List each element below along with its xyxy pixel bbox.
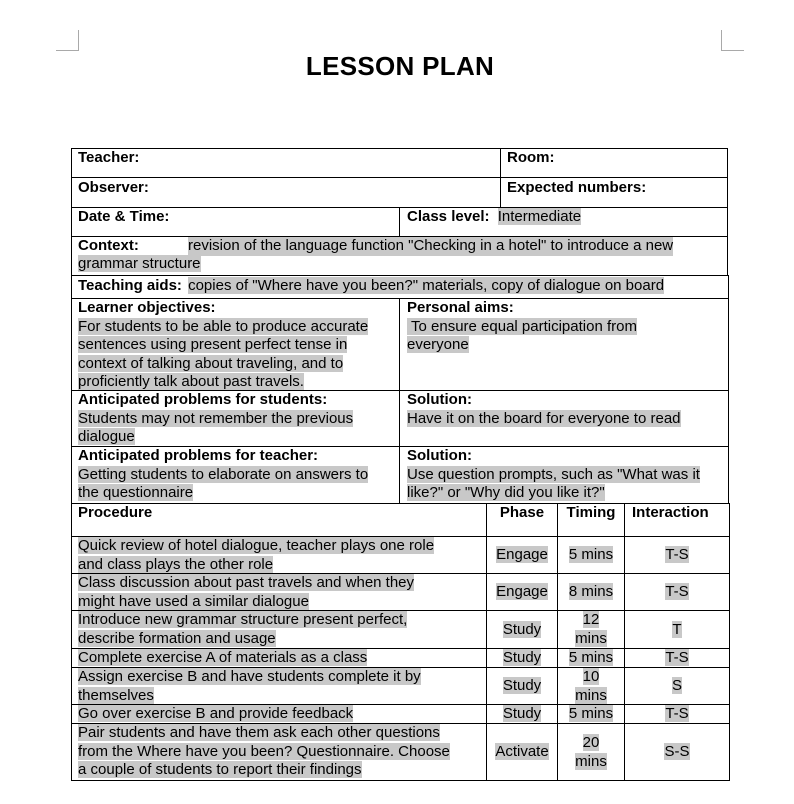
timing-cell[interactable] bbox=[557, 667, 625, 705]
personal-aims-line: everyone bbox=[407, 336, 469, 353]
context-label: Context: bbox=[78, 237, 139, 254]
interaction-header-cell bbox=[624, 503, 730, 537]
class-level-cell[interactable] bbox=[399, 207, 728, 237]
procedure-desc-cell[interactable] bbox=[71, 573, 487, 611]
interaction-header: Interaction bbox=[632, 504, 709, 521]
context-value-line2: grammar structure bbox=[78, 255, 201, 272]
phase-cell[interactable] bbox=[486, 704, 558, 724]
procedure-desc-line: Go over exercise B and provide feedback bbox=[78, 705, 354, 722]
personal-aims-cell[interactable] bbox=[399, 298, 729, 391]
phase-cell[interactable] bbox=[486, 667, 558, 705]
student-solution-line: Have it on the board for everyone to read bbox=[407, 409, 681, 427]
crop-mark-right bbox=[721, 30, 744, 51]
learner-objectives-line: sentences using present perfect tense in bbox=[78, 336, 348, 353]
procedure-desc-line: Introduce new grammar structure present perfect, bbox=[78, 611, 408, 628]
phase-cell[interactable] bbox=[486, 648, 558, 668]
room-cell[interactable] bbox=[500, 148, 728, 178]
procedure-desc-line: Complete exercise A of materials as a class bbox=[78, 649, 368, 666]
interaction-cell[interactable] bbox=[624, 723, 730, 781]
teacher-problems-line: the questionnaire bbox=[78, 484, 194, 501]
student-solution-cell[interactable] bbox=[399, 390, 729, 447]
page-title: LESSON PLAN bbox=[305, 51, 495, 81]
phase-cell[interactable] bbox=[486, 573, 558, 611]
learner-objectives-line: context of talking about traveling, and to bbox=[78, 354, 344, 372]
timing-value: 20 bbox=[582, 734, 600, 751]
timing-cell[interactable] bbox=[557, 704, 625, 724]
interaction-value: T-S bbox=[665, 649, 689, 666]
teacher-solution-line: Use question prompts, such as "What was it bbox=[407, 465, 700, 483]
observer-cell[interactable] bbox=[71, 177, 501, 208]
teacher-cell[interactable] bbox=[71, 148, 501, 178]
learner-objectives-line: proficiently talk about past travels. bbox=[78, 373, 304, 390]
procedure-desc-cell[interactable] bbox=[71, 536, 487, 574]
date-time-cell[interactable] bbox=[71, 207, 400, 237]
timing-value: 5 mins bbox=[568, 546, 614, 563]
procedure-desc-line: Assign exercise B and have students complete it by bbox=[78, 668, 421, 685]
timing-cell[interactable] bbox=[557, 573, 625, 611]
interaction-cell[interactable] bbox=[624, 704, 730, 724]
student-problems-line: Students may not remember the previous bbox=[78, 409, 354, 427]
timing-unit: mins bbox=[575, 686, 607, 704]
student-problems-cell[interactable] bbox=[71, 390, 400, 447]
procedure-desc-line: and class plays the other role bbox=[78, 555, 274, 573]
procedure-desc-cell[interactable] bbox=[71, 667, 487, 705]
interaction-value: T bbox=[672, 621, 682, 638]
teacher-solution-line: like?" or "Why did you like it?" bbox=[407, 484, 605, 501]
interaction-cell[interactable] bbox=[624, 573, 730, 611]
timing-cell[interactable] bbox=[557, 610, 625, 649]
phase-cell[interactable] bbox=[486, 610, 558, 649]
context-cell[interactable] bbox=[71, 236, 728, 276]
procedure-desc-line: Class discussion about past travels and when they bbox=[78, 574, 415, 591]
procedure-header-cell bbox=[71, 503, 487, 537]
observer-label: Observer: bbox=[78, 179, 149, 196]
procedure-desc-cell[interactable] bbox=[71, 704, 487, 724]
timing-unit: mins bbox=[575, 752, 607, 770]
class-level-label: Class level: bbox=[407, 208, 490, 225]
phase-value: Study bbox=[502, 705, 542, 722]
interaction-cell[interactable] bbox=[624, 648, 730, 668]
procedure-header: Procedure bbox=[78, 504, 153, 521]
phase-value: Engage bbox=[496, 546, 548, 563]
timing-value: 5 mins bbox=[568, 649, 614, 666]
procedure-desc-line: describe formation and usage bbox=[78, 629, 276, 647]
procedure-desc-line: from the Where have you been? Questionnaire. Choose bbox=[78, 742, 450, 760]
teacher-solution-cell[interactable] bbox=[399, 446, 729, 504]
student-problems-line: dialogue bbox=[78, 428, 135, 445]
phase-value: Study bbox=[502, 621, 542, 638]
interaction-value: T-S bbox=[665, 705, 689, 722]
interaction-cell[interactable] bbox=[624, 667, 730, 705]
learner-objectives-label: Learner objectives: bbox=[78, 299, 216, 316]
phase-value: Engage bbox=[496, 583, 548, 600]
procedure-desc-line: might have used a similar dialogue bbox=[78, 592, 309, 610]
phase-value: Activate bbox=[495, 743, 549, 760]
phase-cell[interactable] bbox=[486, 723, 558, 781]
learner-objectives-line: For students to be able to produce accurate bbox=[78, 317, 369, 335]
procedure-desc-line: a couple of students to report their findings bbox=[78, 761, 362, 778]
room-label: Room: bbox=[507, 149, 555, 166]
timing-value: 12 bbox=[582, 611, 600, 628]
teacher-label: Teacher: bbox=[78, 149, 140, 166]
procedure-desc-line: Quick review of hotel dialogue, teacher plays one role bbox=[78, 537, 435, 554]
teacher-problems-cell[interactable] bbox=[71, 446, 400, 504]
teaching-aids-cell[interactable] bbox=[71, 275, 729, 299]
student-solution-label: Solution: bbox=[407, 391, 472, 408]
procedure-desc-line: themselves bbox=[78, 686, 154, 704]
timing-value: 8 mins bbox=[568, 583, 614, 600]
procedure-desc-cell[interactable] bbox=[71, 610, 487, 649]
personal-aims-label: Personal aims: bbox=[407, 299, 514, 316]
teacher-solution-label: Solution: bbox=[407, 447, 472, 464]
timing-cell[interactable] bbox=[557, 536, 625, 574]
interaction-value: T-S bbox=[665, 583, 689, 600]
crop-mark-left bbox=[56, 30, 79, 51]
date-time-label: Date & Time: bbox=[78, 208, 170, 225]
student-problems-label: Anticipated problems for students: bbox=[78, 391, 328, 408]
class-level-value: Intermediate bbox=[497, 208, 582, 225]
timing-value: 10 bbox=[582, 668, 600, 685]
phase-value: Study bbox=[502, 649, 542, 666]
phase-header-cell bbox=[486, 503, 558, 537]
timing-header-cell bbox=[557, 503, 625, 537]
timing-unit: mins bbox=[575, 629, 607, 647]
phase-header: Phase bbox=[499, 504, 545, 521]
phase-cell[interactable] bbox=[486, 536, 558, 574]
timing-value: 5 mins bbox=[568, 705, 614, 722]
expected-numbers-label: Expected numbers: bbox=[507, 179, 647, 196]
interaction-value: S bbox=[671, 677, 682, 694]
teacher-problems-line: Getting students to elaborate on answers to bbox=[78, 465, 369, 483]
learner-objectives-cell[interactable] bbox=[71, 298, 400, 391]
timing-cell[interactable] bbox=[557, 648, 625, 668]
interaction-value: T-S bbox=[665, 546, 689, 563]
procedure-desc-line: Pair students and have them ask each other questions bbox=[78, 724, 440, 741]
phase-value: Study bbox=[502, 677, 542, 694]
timing-cell[interactable] bbox=[557, 723, 625, 781]
procedure-desc-cell[interactable] bbox=[71, 723, 487, 781]
teaching-aids-value: copies of "Where have you been?" materials, copy of dialogue on board bbox=[188, 277, 665, 294]
expected-numbers-cell[interactable] bbox=[500, 177, 728, 208]
timing-header: Timing bbox=[566, 504, 616, 521]
interaction-cell[interactable] bbox=[624, 610, 730, 649]
teacher-problems-label: Anticipated problems for teacher: bbox=[78, 447, 319, 464]
interaction-value: S-S bbox=[664, 743, 690, 760]
personal-aims-line: To ensure equal participation from bbox=[407, 318, 637, 335]
context-value-line1: revision of the language function "Checking in a hotel" to introduce a new bbox=[188, 237, 674, 254]
procedure-desc-cell[interactable] bbox=[71, 648, 487, 668]
interaction-cell[interactable] bbox=[624, 536, 730, 574]
teaching-aids-label: Teaching aids: bbox=[78, 277, 182, 294]
